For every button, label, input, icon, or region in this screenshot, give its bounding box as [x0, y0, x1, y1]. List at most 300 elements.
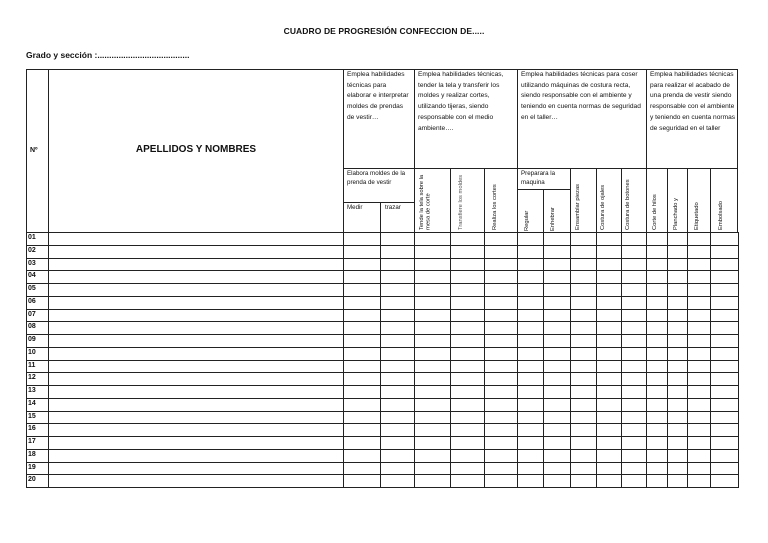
entry-cell[interactable] [687, 334, 711, 348]
entry-cell[interactable] [687, 449, 711, 463]
entry-cell[interactable] [667, 449, 688, 463]
entry-cell[interactable] [687, 258, 711, 272]
entry-cell[interactable] [450, 270, 485, 284]
entry-cell[interactable] [667, 385, 688, 399]
entry-cell[interactable] [710, 309, 739, 323]
entry-cell[interactable] [667, 283, 688, 297]
entry-cell[interactable] [596, 462, 622, 476]
entry-cell[interactable] [450, 334, 485, 348]
entry-cell[interactable] [667, 232, 688, 246]
entry-cell[interactable] [517, 411, 544, 425]
entry-cell[interactable] [380, 309, 415, 323]
entry-cell[interactable] [414, 245, 451, 259]
entry-cell[interactable] [543, 398, 571, 412]
entry-cell[interactable] [343, 270, 381, 284]
entry-cell[interactable] [517, 245, 544, 259]
entry-cell[interactable] [646, 462, 668, 476]
entry-cell[interactable] [646, 283, 668, 297]
entry-cell[interactable] [450, 360, 485, 374]
entry-cell[interactable] [517, 270, 544, 284]
entry-cell[interactable] [484, 462, 518, 476]
entry-cell[interactable] [621, 449, 647, 463]
entry-cell[interactable] [543, 411, 571, 425]
entry-cell[interactable] [710, 411, 739, 425]
entry-cell[interactable] [570, 283, 597, 297]
entry-cell[interactable] [48, 385, 344, 399]
entry-cell[interactable] [667, 462, 688, 476]
entry-cell[interactable] [380, 474, 415, 488]
entry-cell[interactable] [596, 232, 622, 246]
entry-cell[interactable] [621, 283, 647, 297]
entry-cell[interactable] [517, 474, 544, 488]
entry-cell[interactable] [621, 385, 647, 399]
entry-cell[interactable] [517, 398, 544, 412]
entry-cell[interactable] [570, 474, 597, 488]
entry-cell[interactable] [484, 270, 518, 284]
entry-cell[interactable] [687, 474, 711, 488]
entry-cell[interactable] [646, 245, 668, 259]
entry-cell[interactable] [414, 347, 451, 361]
entry-cell[interactable] [596, 283, 622, 297]
entry-cell[interactable] [646, 436, 668, 450]
entry-cell[interactable] [621, 309, 647, 323]
entry-cell[interactable] [343, 423, 381, 437]
entry-cell[interactable] [710, 462, 739, 476]
entry-cell[interactable] [517, 360, 544, 374]
entry-cell[interactable] [687, 296, 711, 310]
entry-cell[interactable] [543, 360, 571, 374]
entry-cell[interactable] [646, 296, 668, 310]
entry-cell[interactable] [380, 372, 415, 386]
entry-cell[interactable] [710, 449, 739, 463]
entry-cell[interactable] [667, 258, 688, 272]
entry-cell[interactable] [484, 334, 518, 348]
entry-cell[interactable] [517, 462, 544, 476]
entry-cell[interactable] [414, 436, 451, 450]
entry-cell[interactable] [621, 462, 647, 476]
entry-cell[interactable] [414, 270, 451, 284]
entry-cell[interactable] [570, 334, 597, 348]
entry-cell[interactable] [484, 385, 518, 399]
entry-cell[interactable] [667, 347, 688, 361]
entry-cell[interactable] [343, 347, 381, 361]
entry-cell[interactable] [543, 309, 571, 323]
entry-cell[interactable] [414, 334, 451, 348]
entry-cell[interactable] [48, 411, 344, 425]
entry-cell[interactable] [343, 385, 381, 399]
entry-cell[interactable] [570, 232, 597, 246]
entry-cell[interactable] [380, 360, 415, 374]
entry-cell[interactable] [621, 258, 647, 272]
entry-cell[interactable] [646, 398, 668, 412]
entry-cell[interactable] [646, 360, 668, 374]
entry-cell[interactable] [667, 360, 688, 374]
entry-cell[interactable] [710, 385, 739, 399]
entry-cell[interactable] [48, 258, 344, 272]
entry-cell[interactable] [380, 334, 415, 348]
entry-cell[interactable] [517, 283, 544, 297]
entry-cell[interactable] [596, 258, 622, 272]
entry-cell[interactable] [517, 372, 544, 386]
entry-cell[interactable] [687, 436, 711, 450]
entry-cell[interactable] [570, 449, 597, 463]
entry-cell[interactable] [48, 436, 344, 450]
entry-cell[interactable] [48, 309, 344, 323]
entry-cell[interactable] [667, 270, 688, 284]
entry-cell[interactable] [380, 449, 415, 463]
entry-cell[interactable] [484, 474, 518, 488]
entry-cell[interactable] [450, 449, 485, 463]
entry-cell[interactable] [687, 232, 711, 246]
entry-cell[interactable] [380, 321, 415, 335]
entry-cell[interactable] [414, 296, 451, 310]
entry-cell[interactable] [687, 372, 711, 386]
entry-cell[interactable] [343, 436, 381, 450]
entry-cell[interactable] [687, 321, 711, 335]
entry-cell[interactable] [596, 449, 622, 463]
entry-cell[interactable] [687, 385, 711, 399]
entry-cell[interactable] [621, 423, 647, 437]
entry-cell[interactable] [710, 360, 739, 374]
entry-cell[interactable] [414, 474, 451, 488]
entry-cell[interactable] [48, 449, 344, 463]
entry-cell[interactable] [450, 258, 485, 272]
entry-cell[interactable] [484, 436, 518, 450]
entry-cell[interactable] [596, 398, 622, 412]
entry-cell[interactable] [621, 245, 647, 259]
entry-cell[interactable] [343, 411, 381, 425]
entry-cell[interactable] [710, 258, 739, 272]
entry-cell[interactable] [667, 398, 688, 412]
entry-cell[interactable] [621, 321, 647, 335]
entry-cell[interactable] [380, 347, 415, 361]
entry-cell[interactable] [543, 245, 571, 259]
entry-cell[interactable] [380, 436, 415, 450]
entry-cell[interactable] [543, 334, 571, 348]
entry-cell[interactable] [414, 385, 451, 399]
entry-cell[interactable] [414, 462, 451, 476]
entry-cell[interactable] [543, 232, 571, 246]
entry-cell[interactable] [596, 296, 622, 310]
entry-cell[interactable] [596, 334, 622, 348]
entry-cell[interactable] [687, 270, 711, 284]
entry-cell[interactable] [543, 372, 571, 386]
entry-cell[interactable] [596, 385, 622, 399]
entry-cell[interactable] [687, 360, 711, 374]
entry-cell[interactable] [621, 360, 647, 374]
entry-cell[interactable] [450, 372, 485, 386]
entry-cell[interactable] [380, 385, 415, 399]
entry-cell[interactable] [343, 474, 381, 488]
entry-cell[interactable] [710, 347, 739, 361]
entry-cell[interactable] [646, 321, 668, 335]
entry-cell[interactable] [484, 372, 518, 386]
entry-cell[interactable] [570, 398, 597, 412]
entry-cell[interactable] [570, 462, 597, 476]
entry-cell[interactable] [343, 321, 381, 335]
entry-cell[interactable] [596, 436, 622, 450]
entry-cell[interactable] [380, 462, 415, 476]
entry-cell[interactable] [621, 372, 647, 386]
entry-cell[interactable] [343, 372, 381, 386]
entry-cell[interactable] [621, 436, 647, 450]
entry-cell[interactable] [710, 474, 739, 488]
entry-cell[interactable] [710, 245, 739, 259]
entry-cell[interactable] [484, 258, 518, 272]
entry-cell[interactable] [710, 372, 739, 386]
entry-cell[interactable] [570, 360, 597, 374]
entry-cell[interactable] [343, 258, 381, 272]
entry-cell[interactable] [484, 321, 518, 335]
entry-cell[interactable] [48, 347, 344, 361]
entry-cell[interactable] [646, 372, 668, 386]
entry-cell[interactable] [48, 283, 344, 297]
entry-cell[interactable] [343, 232, 381, 246]
entry-cell[interactable] [543, 347, 571, 361]
entry-cell[interactable] [710, 423, 739, 437]
entry-cell[interactable] [621, 474, 647, 488]
entry-cell[interactable] [570, 309, 597, 323]
entry-cell[interactable] [414, 449, 451, 463]
entry-cell[interactable] [710, 296, 739, 310]
entry-cell[interactable] [687, 245, 711, 259]
entry-cell[interactable] [667, 423, 688, 437]
entry-cell[interactable] [543, 423, 571, 437]
entry-cell[interactable] [621, 347, 647, 361]
entry-cell[interactable] [414, 232, 451, 246]
entry-cell[interactable] [621, 398, 647, 412]
entry-cell[interactable] [484, 423, 518, 437]
entry-cell[interactable] [380, 398, 415, 412]
entry-cell[interactable] [48, 296, 344, 310]
entry-cell[interactable] [517, 449, 544, 463]
entry-cell[interactable] [450, 245, 485, 259]
entry-cell[interactable] [380, 296, 415, 310]
entry-cell[interactable] [450, 423, 485, 437]
entry-cell[interactable] [48, 462, 344, 476]
entry-cell[interactable] [484, 245, 518, 259]
entry-cell[interactable] [596, 347, 622, 361]
entry-cell[interactable] [517, 258, 544, 272]
entry-cell[interactable] [450, 398, 485, 412]
entry-cell[interactable] [710, 232, 739, 246]
entry-cell[interactable] [484, 296, 518, 310]
entry-cell[interactable] [414, 398, 451, 412]
entry-cell[interactable] [710, 334, 739, 348]
entry-cell[interactable] [667, 309, 688, 323]
entry-cell[interactable] [414, 309, 451, 323]
entry-cell[interactable] [48, 321, 344, 335]
entry-cell[interactable] [596, 372, 622, 386]
entry-cell[interactable] [621, 232, 647, 246]
entry-cell[interactable] [667, 334, 688, 348]
entry-cell[interactable] [646, 347, 668, 361]
entry-cell[interactable] [343, 309, 381, 323]
entry-cell[interactable] [596, 245, 622, 259]
entry-cell[interactable] [450, 385, 485, 399]
entry-cell[interactable] [687, 423, 711, 437]
entry-cell[interactable] [687, 398, 711, 412]
entry-cell[interactable] [570, 411, 597, 425]
entry-cell[interactable] [343, 334, 381, 348]
entry-cell[interactable] [484, 360, 518, 374]
entry-cell[interactable] [414, 411, 451, 425]
entry-cell[interactable] [570, 423, 597, 437]
entry-cell[interactable] [667, 296, 688, 310]
entry-cell[interactable] [450, 283, 485, 297]
entry-cell[interactable] [621, 334, 647, 348]
entry-cell[interactable] [48, 270, 344, 284]
entry-cell[interactable] [484, 411, 518, 425]
entry-cell[interactable] [343, 296, 381, 310]
entry-cell[interactable] [667, 321, 688, 335]
entry-cell[interactable] [48, 245, 344, 259]
entry-cell[interactable] [484, 449, 518, 463]
entry-cell[interactable] [414, 372, 451, 386]
entry-cell[interactable] [450, 436, 485, 450]
entry-cell[interactable] [646, 449, 668, 463]
entry-cell[interactable] [414, 258, 451, 272]
entry-cell[interactable] [414, 423, 451, 437]
entry-cell[interactable] [380, 411, 415, 425]
entry-cell[interactable] [48, 360, 344, 374]
entry-cell[interactable] [450, 309, 485, 323]
entry-cell[interactable] [517, 423, 544, 437]
entry-cell[interactable] [596, 423, 622, 437]
entry-cell[interactable] [380, 270, 415, 284]
entry-cell[interactable] [570, 321, 597, 335]
entry-cell[interactable] [543, 270, 571, 284]
entry-cell[interactable] [646, 309, 668, 323]
entry-cell[interactable] [380, 232, 415, 246]
entry-cell[interactable] [517, 232, 544, 246]
entry-cell[interactable] [667, 411, 688, 425]
entry-cell[interactable] [646, 423, 668, 437]
entry-cell[interactable] [450, 296, 485, 310]
entry-cell[interactable] [517, 436, 544, 450]
entry-cell[interactable] [646, 385, 668, 399]
entry-cell[interactable] [543, 283, 571, 297]
entry-cell[interactable] [450, 411, 485, 425]
entry-cell[interactable] [484, 398, 518, 412]
entry-cell[interactable] [450, 347, 485, 361]
entry-cell[interactable] [517, 347, 544, 361]
entry-cell[interactable] [710, 321, 739, 335]
entry-cell[interactable] [596, 270, 622, 284]
entry-cell[interactable] [484, 232, 518, 246]
entry-cell[interactable] [570, 270, 597, 284]
entry-cell[interactable] [596, 360, 622, 374]
entry-cell[interactable] [48, 398, 344, 412]
entry-cell[interactable] [343, 398, 381, 412]
entry-cell[interactable] [517, 385, 544, 399]
entry-cell[interactable] [414, 283, 451, 297]
entry-cell[interactable] [646, 334, 668, 348]
entry-cell[interactable] [710, 283, 739, 297]
entry-cell[interactable] [48, 232, 344, 246]
entry-cell[interactable] [343, 449, 381, 463]
entry-cell[interactable] [710, 270, 739, 284]
entry-cell[interactable] [687, 462, 711, 476]
entry-cell[interactable] [414, 360, 451, 374]
entry-cell[interactable] [667, 245, 688, 259]
entry-cell[interactable] [380, 258, 415, 272]
entry-cell[interactable] [484, 309, 518, 323]
entry-cell[interactable] [687, 309, 711, 323]
entry-cell[interactable] [570, 385, 597, 399]
entry-cell[interactable] [543, 436, 571, 450]
entry-cell[interactable] [621, 411, 647, 425]
entry-cell[interactable] [414, 321, 451, 335]
entry-cell[interactable] [646, 258, 668, 272]
entry-cell[interactable] [596, 321, 622, 335]
entry-cell[interactable] [450, 474, 485, 488]
entry-cell[interactable] [596, 309, 622, 323]
entry-cell[interactable] [570, 296, 597, 310]
entry-cell[interactable] [380, 423, 415, 437]
entry-cell[interactable] [646, 270, 668, 284]
entry-cell[interactable] [450, 321, 485, 335]
entry-cell[interactable] [343, 360, 381, 374]
entry-cell[interactable] [48, 334, 344, 348]
entry-cell[interactable] [543, 385, 571, 399]
entry-cell[interactable] [543, 321, 571, 335]
entry-cell[interactable] [343, 462, 381, 476]
entry-cell[interactable] [570, 258, 597, 272]
entry-cell[interactable] [570, 372, 597, 386]
entry-cell[interactable] [48, 372, 344, 386]
entry-cell[interactable] [570, 347, 597, 361]
entry-cell[interactable] [667, 436, 688, 450]
entry-cell[interactable] [343, 245, 381, 259]
entry-cell[interactable] [48, 474, 344, 488]
entry-cell[interactable] [646, 232, 668, 246]
entry-cell[interactable] [517, 296, 544, 310]
entry-cell[interactable] [543, 296, 571, 310]
entry-cell[interactable] [596, 411, 622, 425]
entry-cell[interactable] [543, 462, 571, 476]
entry-cell[interactable] [621, 270, 647, 284]
entry-cell[interactable] [687, 411, 711, 425]
entry-cell[interactable] [517, 321, 544, 335]
entry-cell[interactable] [543, 258, 571, 272]
entry-cell[interactable] [450, 462, 485, 476]
entry-cell[interactable] [543, 449, 571, 463]
entry-cell[interactable] [517, 309, 544, 323]
entry-cell[interactable] [450, 232, 485, 246]
entry-cell[interactable] [646, 411, 668, 425]
entry-cell[interactable] [484, 347, 518, 361]
entry-cell[interactable] [484, 283, 518, 297]
entry-cell[interactable] [646, 474, 668, 488]
entry-cell[interactable] [687, 283, 711, 297]
entry-cell[interactable] [710, 436, 739, 450]
entry-cell[interactable] [570, 245, 597, 259]
entry-cell[interactable] [667, 372, 688, 386]
entry-cell[interactable] [667, 474, 688, 488]
entry-cell[interactable] [570, 436, 597, 450]
entry-cell[interactable] [543, 474, 571, 488]
entry-cell[interactable] [380, 245, 415, 259]
entry-cell[interactable] [48, 423, 344, 437]
entry-cell[interactable] [343, 283, 381, 297]
entry-cell[interactable] [380, 283, 415, 297]
entry-cell[interactable] [517, 334, 544, 348]
entry-cell[interactable] [687, 347, 711, 361]
entry-cell[interactable] [621, 296, 647, 310]
entry-cell[interactable] [596, 474, 622, 488]
entry-cell[interactable] [710, 398, 739, 412]
